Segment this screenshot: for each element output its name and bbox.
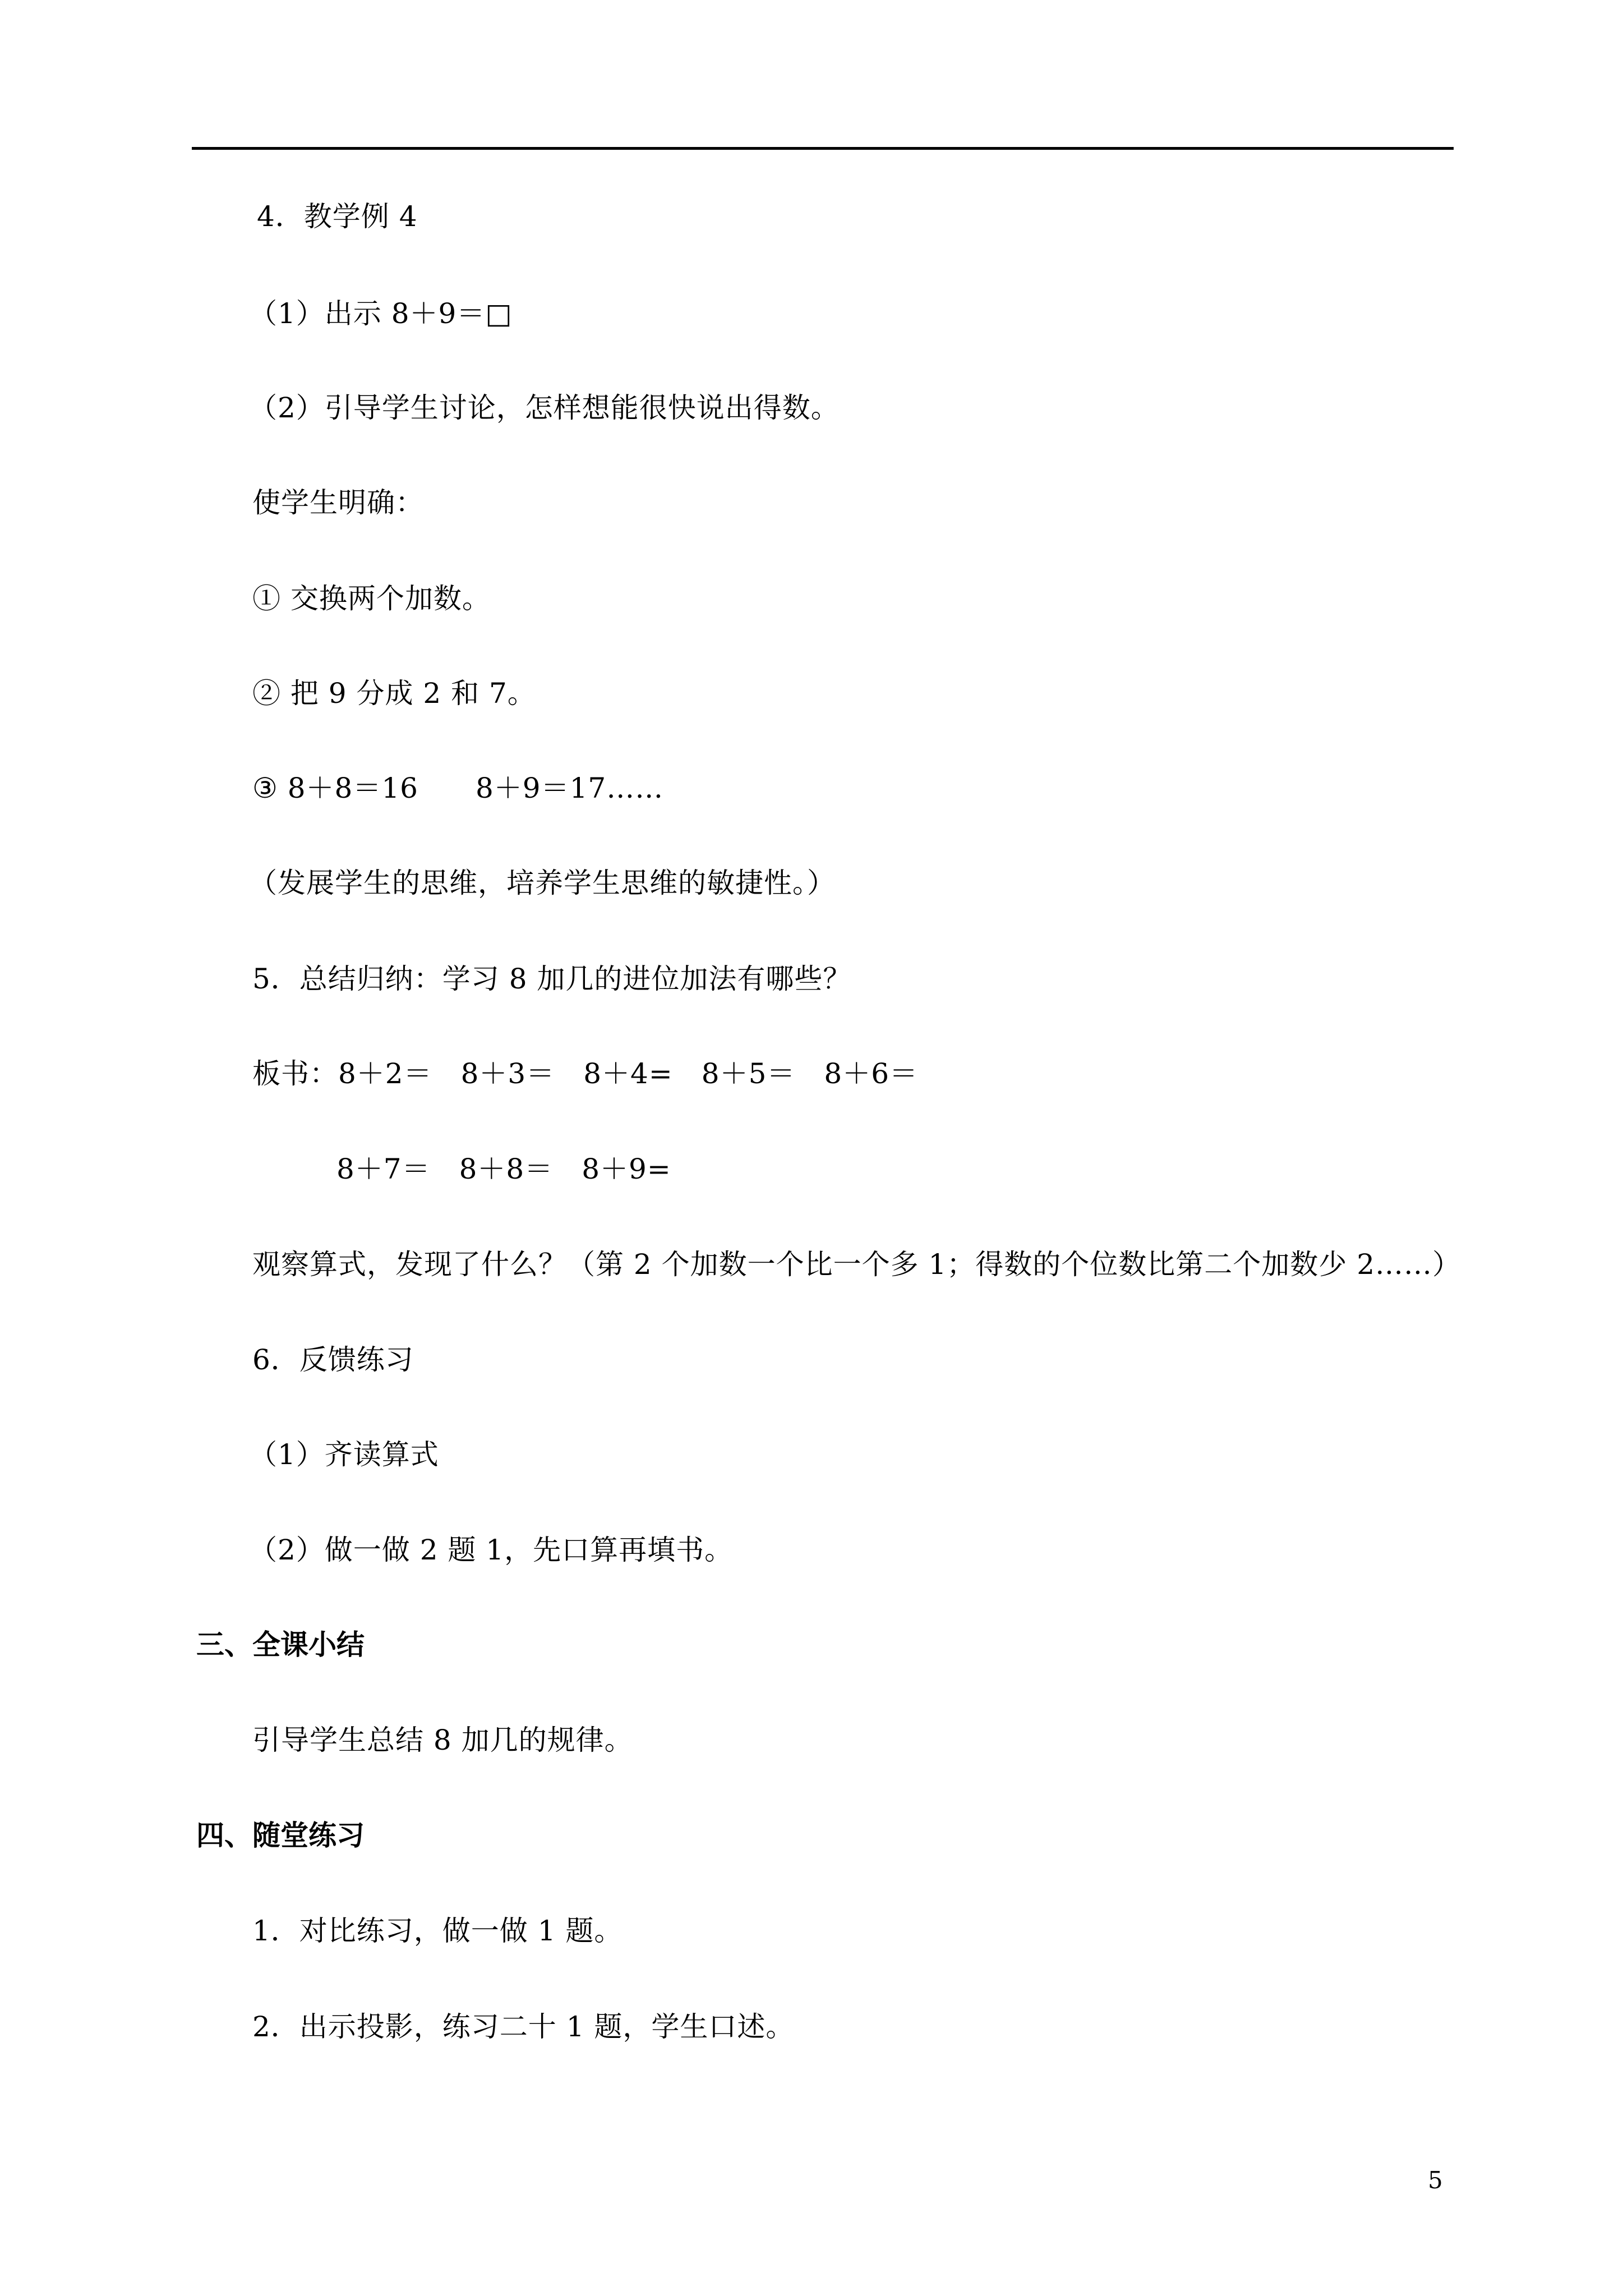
- section-3-body: 引导学生总结 8 加几的规律。: [252, 1724, 633, 1756]
- method-2: ② 把 9 分成 2 和 7。: [252, 677, 536, 710]
- observation-question: 观察算式，发现了什么？（第 2 个加数一个比一个多 1；得数的个位数比第二个加数少 2……）: [252, 1248, 1461, 1281]
- section-4-heading: 四、随堂练习: [196, 1819, 365, 1852]
- feedback-practice-heading: 6．反馈练习: [252, 1343, 414, 1376]
- header-rule: [192, 147, 1454, 150]
- summary-question: 5．总结归纳：学习 8 加几的进位加法有哪些？: [252, 963, 852, 995]
- clarify-label: 使学生明确：: [252, 486, 424, 519]
- example-4-heading: 4．教学例 4: [257, 200, 418, 233]
- board-writing-row-1: 板书：8＋2＝ 8＋3＝ 8＋4= 8＋5＝ 8＋6＝: [252, 1057, 919, 1090]
- method-1: ① 交换两个加数。: [252, 582, 491, 615]
- board-writing-row-2: 8＋7＝ 8＋8＝ 8＋9=: [336, 1153, 671, 1185]
- step-2-discussion: （2）引导学生讨论，怎样想能很快说出得数。: [249, 392, 840, 424]
- page-number: 5: [1428, 2166, 1443, 2194]
- section-3-heading: 三、全课小结: [196, 1628, 365, 1661]
- step-1-show-equation: （1）出示 8＋9＝□: [249, 297, 513, 330]
- thinking-note: （发展学生的思维，培养学生思维的敏捷性。）: [249, 867, 836, 899]
- practice-item-1: 1．对比练习，做一做 1 题。: [252, 1915, 623, 1947]
- practice-item-2: 2．出示投影，练习二十 1 题，学生口述。: [252, 2010, 795, 2043]
- feedback-item-1: （1）齐读算式: [249, 1438, 439, 1471]
- method-3: ③ 8＋8＝16 8＋9＝17……: [252, 772, 664, 804]
- feedback-item-2: （2）做一做 2 题 1，先口算再填书。: [249, 1534, 734, 1566]
